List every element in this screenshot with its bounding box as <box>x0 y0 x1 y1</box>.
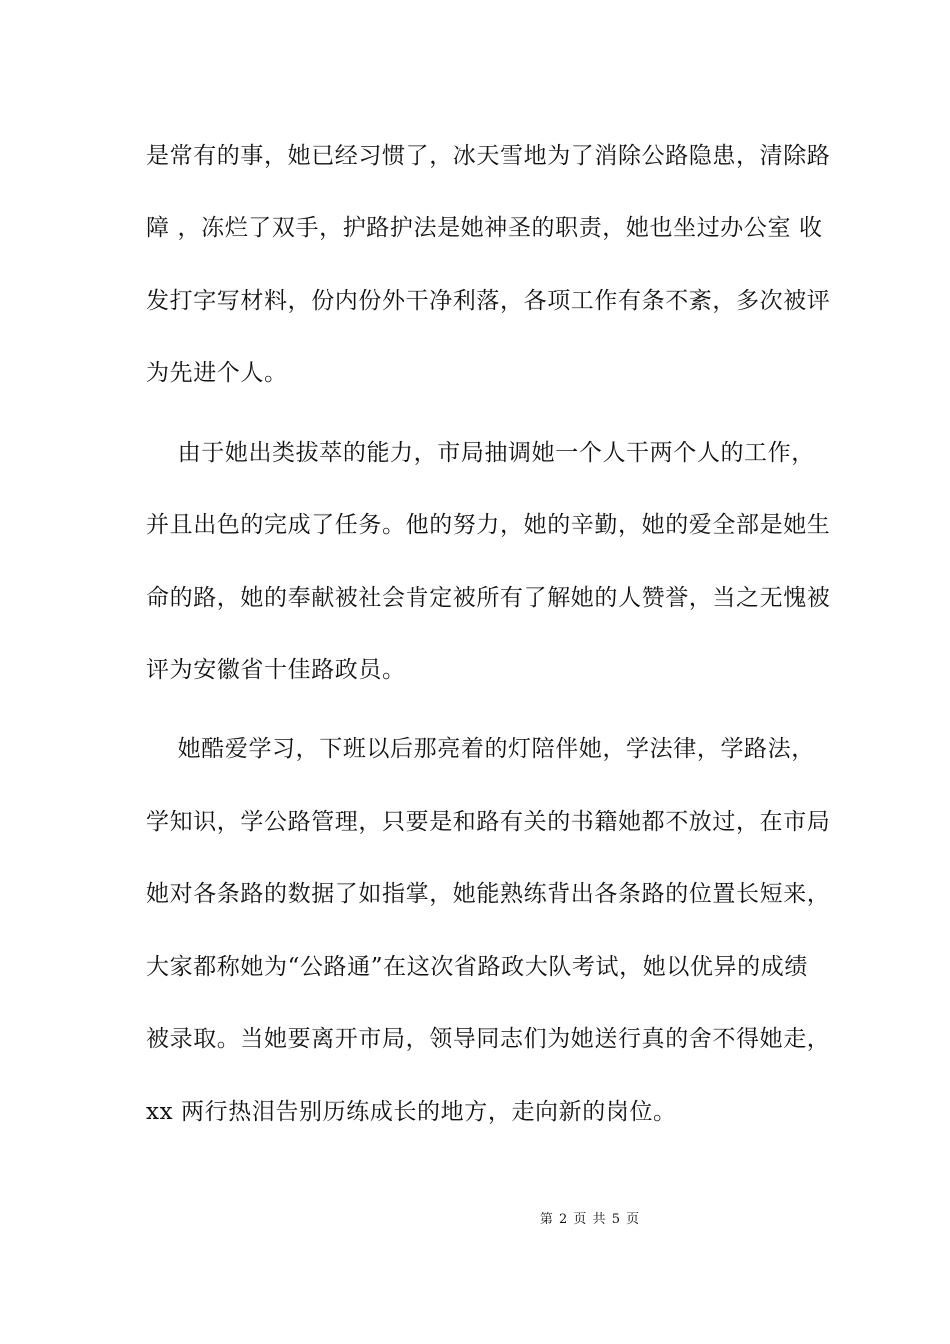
text-line: 是常有的事，她已经习惯了，冰天雪地为了消除公路隐患，清除路 <box>146 143 831 169</box>
text-line: 评为安徽省十佳路政员。 <box>146 657 406 683</box>
text-line: 障 ，冻烂了双手，护路护法是她神圣的职责，她也坐过办公室 收 <box>146 215 823 241</box>
text-line: 大家都称她为“公路通”在这次省路政大队考试，她以优异的成绩 <box>146 954 808 980</box>
text-line: 她酷爱学习，下班以后那亮着的灯陪伴她，学法律，学路法， <box>146 736 815 762</box>
text-line: 由于她出类拔萃的能力，市局抽调她一个人干两个人的工作， <box>146 440 815 466</box>
text-line: 为先进个人。 <box>146 360 288 386</box>
text-line: 被录取。当她要离开市局，领导同志们为她送行真的舍不得她走， <box>146 1026 831 1052</box>
text-line: xx 两行热泪告别历练成长的地方，走向新的岗位。 <box>146 1099 677 1125</box>
page-footer: 第 2 页 共 5 页 <box>539 1212 641 1227</box>
text-line: 她对各条路的数据了如指掌，她能熟练背出各条路的位置长短来， <box>146 881 831 907</box>
text-line: 学知识，学公路管理，只要是和路有关的书籍她都不放过，在市局 <box>146 809 831 835</box>
text-line: 命的路，她的奉献被社会肯定被所有了解她的人赞誉，当之无愧被 <box>146 585 831 611</box>
text-line: 并且出色的完成了任务。他的努力，她的辛勤，她的爱全部是她生 <box>146 512 831 538</box>
text-line: 发打字写材料，份内份外干净利落，各项工作有条不紊，多次被评 <box>146 288 831 314</box>
